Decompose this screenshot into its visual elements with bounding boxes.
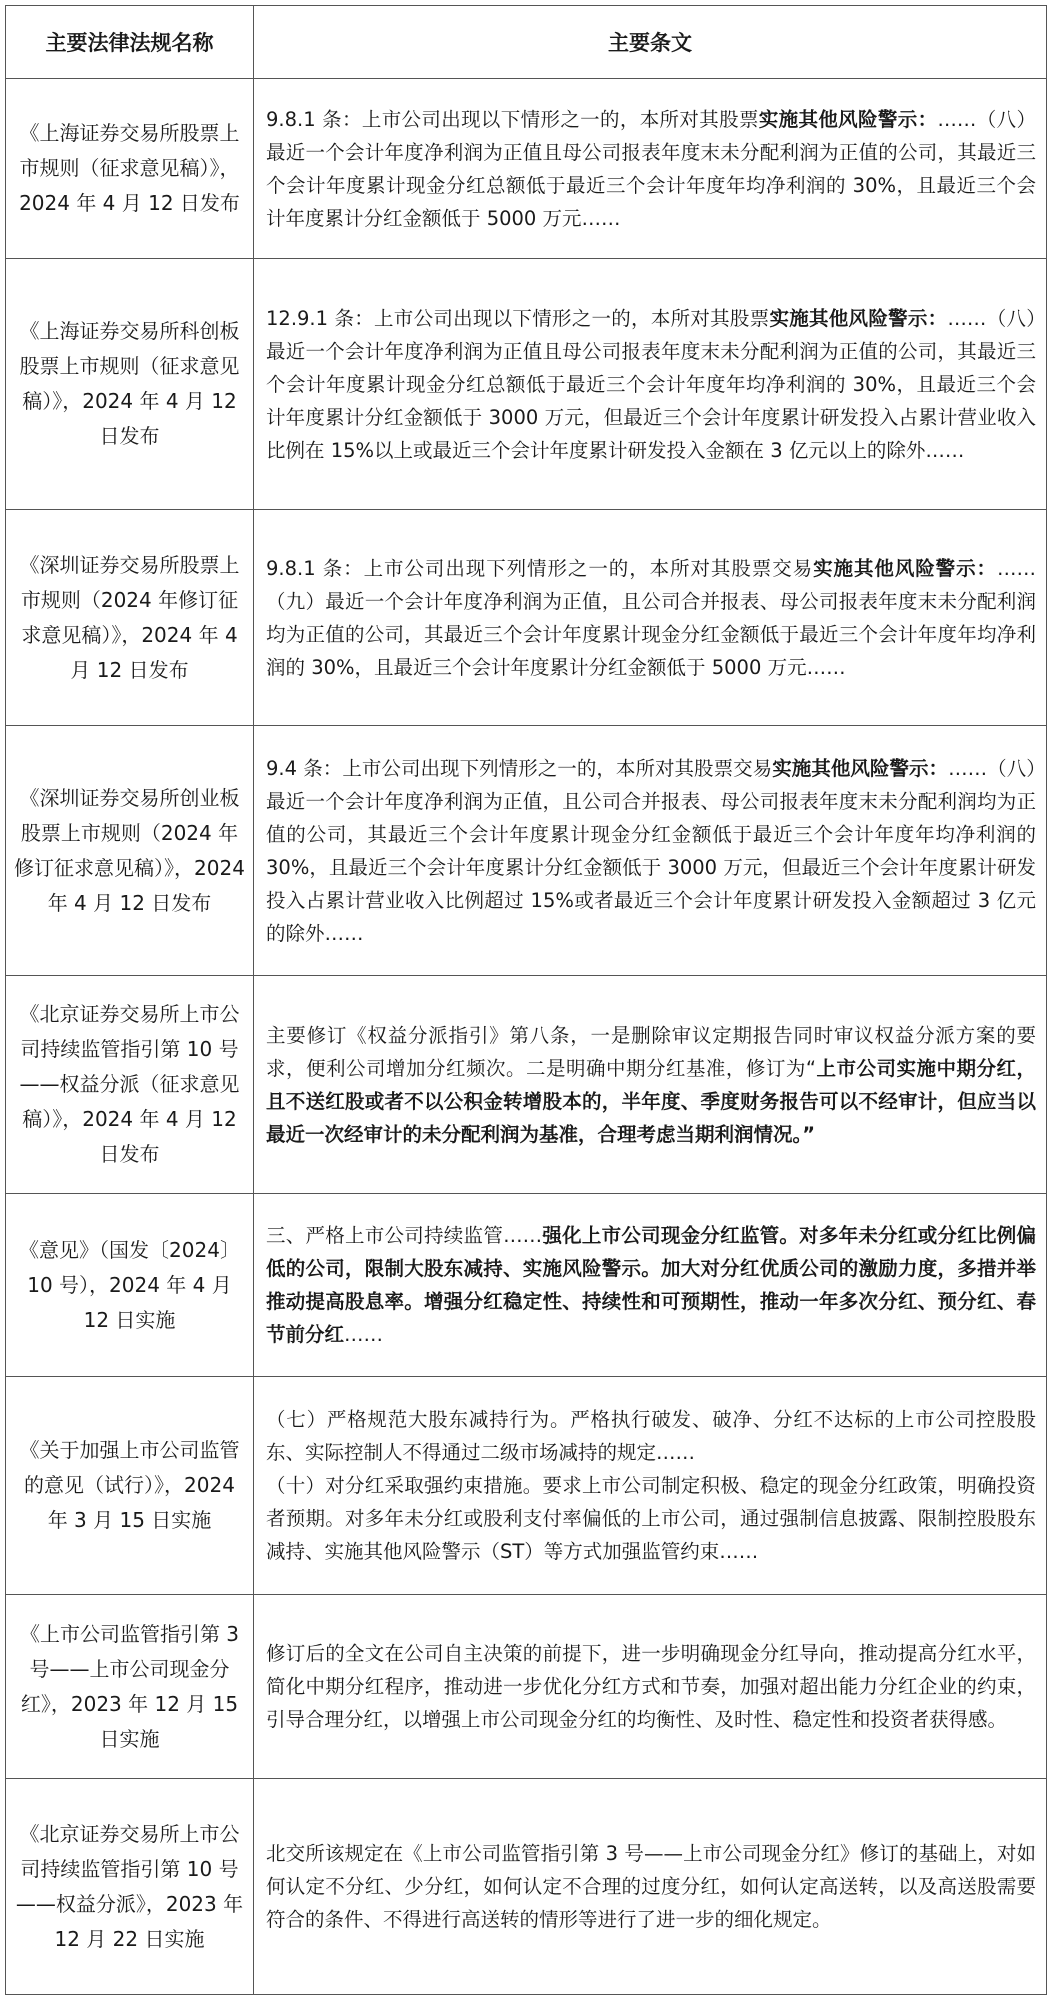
text-segment: 9.8.1 条：上市公司出现下列情形之一的，本所对其股票交易	[266, 556, 814, 580]
text-segment: ……（八）最近一个会计年度净利润为正值且母公司报表年度末未分配利润为正值的公司，其最近三个会计年度累计现金分红总额低于最近三个会计年度年均净利润的 30%，且最近三个会计年度累计分红金额低于 3000 万元，但最近三个会计年度累计研发投入占累计营业收入比例在 15%以上或最近三个会计年度累计研发投入金额在 3 亿元以上的除外……	[266, 306, 1036, 462]
text-segment: ……（八）最近一个会计年度净利润为正值，且公司合并报表、母公司报表年度末未分配利润均为正值的公司，其最近三个会计年度累计现金分红金额低于最近三个会计年度年均净利润的 30%，且最近三个会计年度累计分红金额低于 3000 万元，但最近三个会计年度累计研发投入占累计营业收入比例超过 15%或者最近三个会计年度累计研发投入金额超过 3 亿元的除外……	[266, 756, 1036, 945]
table-row	[6, 1779, 1047, 1995]
provision-text	[254, 1377, 1047, 1595]
text-segment: ……（八）最近一个会计年度净利润为正值且母公司报表年度末未分配利润为正值的公司，其最近三个会计年度累计现金分红总额低于最近三个会计年度年均净利润的 30%，且最近三个会计年度累计分红金额低于 5000 万元……	[266, 107, 1036, 230]
provision-text	[254, 1779, 1047, 1995]
text-segment-bold: 实施其他风险警示：	[758, 107, 938, 131]
provision-paragraph: （十）对分红采取强约束措施。要求上市公司制定积极、稳定的现金分红政策，明确投资者预期。对多年未分红或股利支付率偏低的上市公司，通过强制信息披露、限制控股股东减持、实施其他风险警示（ST）等方式加强监管约束……	[266, 1474, 1036, 1563]
table-row	[6, 79, 1047, 259]
provision-text	[254, 259, 1047, 510]
text-segment-bold: 实施其他风险警示：	[813, 556, 997, 580]
table-header-row	[6, 6, 1047, 79]
text-segment: 修订后的全文在公司自主决策的前提下，进一步明确现金分红导向，推动提高分红水平，简化中期分红程序，推动进一步优化分红方式和节奏，加强对超出能力分红企业的约束，引导合理分红，以增强上市公司现金分红的均衡性、及时性、稳定性和投资者获得感。	[266, 1642, 1036, 1731]
text-segment: 北交所该规定在《上市公司监管指引第 3 号——上市公司现金分红》修订的基础上，对如何认定不分红、少分红，如何认定不合理的过度分红，如何认定高送转，以及高送股需要符合的条件、不得进行高送转的情形等进行了进一步的细化规定。	[266, 1842, 1036, 1931]
text-segment: 9.4 条：上市公司出现下列情形之一的，本所对其股票交易	[266, 756, 773, 780]
provision-text	[254, 1595, 1047, 1779]
regulation-name: 《上市公司监管指引第 3 号——上市公司现金分红》，2023 年 12 月 15 日实施	[6, 1595, 254, 1779]
text-segment-bold: 实施其他风险警示：	[769, 306, 948, 330]
text-segment: 9.8.1 条：上市公司出现以下情形之一的，本所对其股票	[266, 107, 759, 131]
table-row	[6, 1595, 1047, 1779]
table-row	[6, 726, 1047, 976]
regulation-name: 《意见》（国发〔2024〕10 号），2024 年 4 月 12 日实施	[6, 1194, 254, 1377]
table-row	[6, 1377, 1047, 1595]
provision-text	[254, 79, 1047, 259]
regulation-name: 《深圳证券交易所股票上市规则（2024 年修订征求意见稿）》，2024 年 4 月 12 日发布	[6, 510, 254, 726]
text-segment-bold: 强化上市公司现金分红监管。对多年未分红或分红比例偏低的公司，限制大股东减持、实施风险警示。加大对分红优质公司的激励力度，多措并举推动提高股息率。增强分红稳定性、持续性和可预期性，推动一年多次分红、预分红、春节前分红	[266, 1224, 1036, 1346]
regulation-name: 《深圳证券交易所创业板股票上市规则（2024 年修订征求意见稿）》，2024 年 4 月 12 日发布	[6, 726, 254, 976]
regulation-name: 《上海证券交易所股票上市规则（征求意见稿）》，2024 年 4 月 12 日发布	[6, 79, 254, 259]
regulations-table	[5, 5, 1047, 1995]
header-regulation-name: 主要法律法规名称	[6, 6, 254, 79]
table-row	[6, 259, 1047, 510]
text-segment: 主要修订《权益分派指引》第八条，一是删除审议定期报告同时审议权益分派方案的要求，便利公司增加分红频次。二是明确中期分红基准，修订为“	[266, 1023, 1036, 1080]
header-main-provisions: 主要条文	[254, 6, 1047, 79]
provision-text	[254, 1194, 1047, 1377]
text-segment-bold: 实施其他风险警示：	[772, 756, 949, 780]
text-segment: 三、严格上市公司持续监管……	[266, 1224, 543, 1247]
table-row	[6, 510, 1047, 726]
table-row	[6, 976, 1047, 1194]
text-segment-bold: 上市公司实施中期分红，且不送红股或者不以公积金转增股本的，半年度、季度财务报告可以不经审计，但应当以最近一次经审计的未分配利润为基准，合理考虑当期利润情况。”	[266, 1056, 1036, 1146]
text-segment: ……	[344, 1323, 384, 1346]
table-row	[6, 1194, 1047, 1377]
regulation-name: 《北京证券交易所上市公司持续监管指引第 10 号——权益分派》，2023 年 12 月 22 日实施	[6, 1779, 254, 1995]
regulation-name: 《关于加强上市公司监管的意见（试行）》，2024 年 3 月 15 日实施	[6, 1377, 254, 1595]
text-segment: ……（九）最近一个会计年度净利润为正值，且公司合并报表、母公司报表年度末未分配利润均为正值的公司，其最近三个会计年度累计现金分红金额低于最近三个会计年度年均净利润的 30%，且最近三个会计年度累计分红金额低于 5000 万元……	[266, 556, 1036, 679]
provision-text	[254, 510, 1047, 726]
text-segment: 12.9.1 条：上市公司出现以下情形之一的，本所对其股票	[266, 306, 770, 330]
provision-text	[254, 976, 1047, 1194]
provision-paragraph: （七）严格规范大股东减持行为。严格执行破发、破净、分红不达标的上市公司控股股东、实际控制人不得通过二级市场减持的规定……	[266, 1408, 1036, 1464]
provision-text	[254, 726, 1047, 976]
regulation-name: 《北京证券交易所上市公司持续监管指引第 10 号——权益分派（征求意见稿）》，2024 年 4 月 12 日发布	[6, 976, 254, 1194]
regulation-name: 《上海证券交易所科创板股票上市规则（征求意见稿）》，2024 年 4 月 12 日发布	[6, 259, 254, 510]
